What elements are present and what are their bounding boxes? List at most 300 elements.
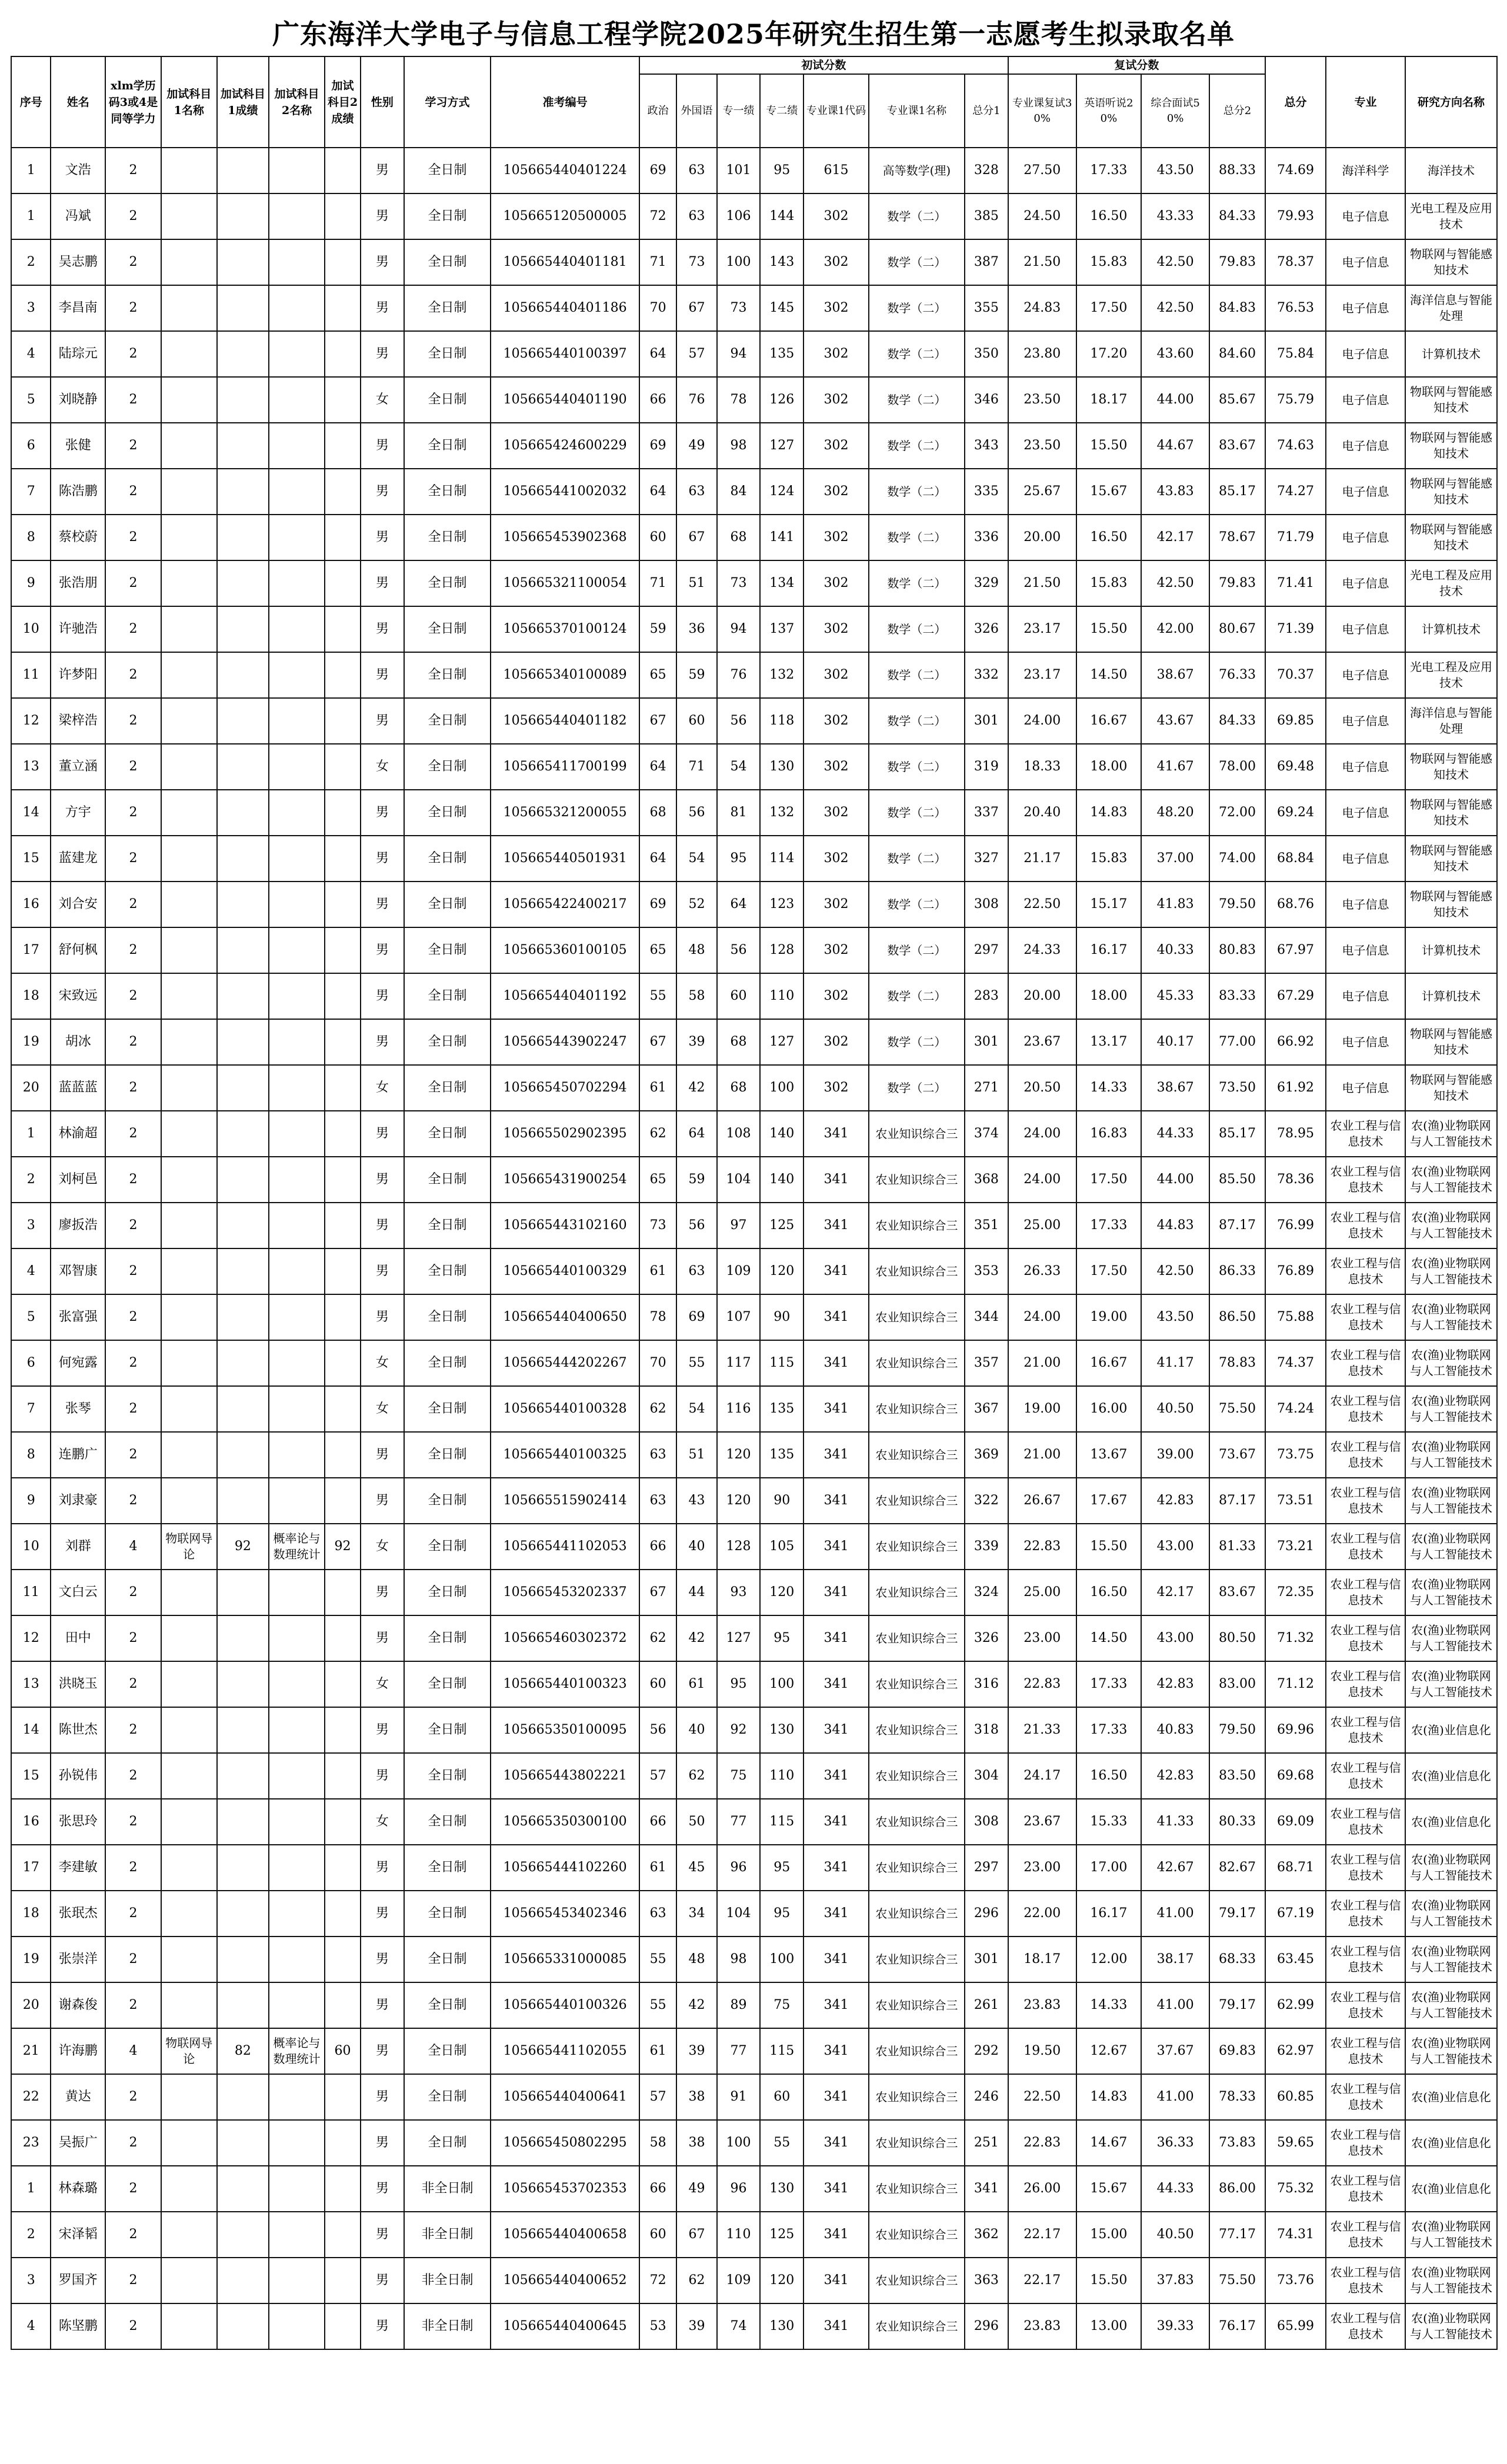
table-cell: 男 bbox=[361, 1982, 404, 2028]
table-cell: 男 bbox=[361, 331, 404, 377]
table-row bbox=[11, 2074, 1497, 2120]
table-cell bbox=[269, 606, 325, 652]
header-cell: 专业 bbox=[1326, 56, 1405, 148]
table-cell: 宋致远 bbox=[51, 973, 105, 1019]
table-cell: 刘隶豪 bbox=[51, 1478, 105, 1524]
table-cell bbox=[269, 2166, 325, 2212]
table-cell bbox=[217, 2074, 269, 2120]
table-cell bbox=[161, 1799, 217, 1845]
table-cell: 4 bbox=[105, 2028, 161, 2074]
table-cell: 10 bbox=[11, 1524, 51, 1570]
table-cell: 73 bbox=[717, 285, 761, 331]
table-cell: 302 bbox=[803, 882, 869, 927]
table-row bbox=[11, 606, 1497, 652]
table-cell: 41.00 bbox=[1141, 1891, 1209, 1937]
header-cell: 英语听说20% bbox=[1076, 74, 1142, 148]
table-cell: 69.83 bbox=[1209, 2028, 1265, 2074]
table-cell: 农(渔)业信息化 bbox=[1405, 1753, 1497, 1799]
table-cell: 3 bbox=[11, 2258, 51, 2303]
table-cell: 24.00 bbox=[1008, 1157, 1076, 1203]
table-cell: 66.92 bbox=[1265, 1019, 1326, 1065]
table-cell: 17 bbox=[11, 1845, 51, 1891]
table-cell: 男 bbox=[361, 1615, 404, 1661]
table-cell bbox=[325, 1340, 361, 1386]
table-cell: 2 bbox=[105, 1937, 161, 1982]
table-cell: 农(渔)业物联网与人工智能技术 bbox=[1405, 1248, 1497, 1294]
table-row bbox=[11, 193, 1497, 239]
table-cell: 297 bbox=[965, 927, 1008, 973]
table-cell bbox=[325, 1065, 361, 1111]
table-cell: 4 bbox=[11, 331, 51, 377]
table-cell: 335 bbox=[965, 469, 1008, 515]
table-cell: 农业工程与信息技术 bbox=[1326, 1524, 1405, 1570]
table-cell: 农业工程与信息技术 bbox=[1326, 1661, 1405, 1707]
table-cell: 100 bbox=[717, 239, 761, 285]
table-cell bbox=[269, 1937, 325, 1982]
table-cell: 88.33 bbox=[1209, 148, 1265, 193]
table-cell: 全日制 bbox=[404, 1524, 491, 1570]
table-cell: 100 bbox=[760, 1065, 803, 1111]
table-cell: 17 bbox=[11, 927, 51, 973]
table-cell: 17.33 bbox=[1076, 148, 1142, 193]
table-cell: 24.17 bbox=[1008, 1753, 1076, 1799]
header-cell: 准考编号 bbox=[491, 56, 639, 148]
table-cell: 42.67 bbox=[1141, 1845, 1209, 1891]
table-cell: 341 bbox=[803, 1753, 869, 1799]
table-cell: 农(渔)业物联网与人工智能技术 bbox=[1405, 1386, 1497, 1432]
table-cell: 78.00 bbox=[1209, 744, 1265, 790]
table-cell bbox=[217, 1019, 269, 1065]
table-cell: 全日制 bbox=[404, 882, 491, 927]
table-cell: 19.00 bbox=[1076, 1294, 1142, 1340]
table-cell: 140 bbox=[760, 1111, 803, 1157]
table-cell: 23.83 bbox=[1008, 1982, 1076, 2028]
table-cell: 135 bbox=[760, 1386, 803, 1432]
table-cell bbox=[217, 1294, 269, 1340]
table-cell: 79.50 bbox=[1209, 882, 1265, 927]
table-cell: 男 bbox=[361, 882, 404, 927]
table-cell: 刘合安 bbox=[51, 882, 105, 927]
table-cell: 42.50 bbox=[1141, 285, 1209, 331]
table-cell: 341 bbox=[965, 2166, 1008, 2212]
table-cell: 24.00 bbox=[1008, 698, 1076, 744]
table-cell: 57 bbox=[639, 2074, 676, 2120]
table-cell: 17.67 bbox=[1076, 1478, 1142, 1524]
table-cell: 蓝建龙 bbox=[51, 836, 105, 882]
table-cell: 34 bbox=[676, 1891, 716, 1937]
table-cell: 孙锐伟 bbox=[51, 1753, 105, 1799]
table-cell: 概率论与数理统计 bbox=[269, 2028, 325, 2074]
table-cell: 73.83 bbox=[1209, 2120, 1265, 2166]
table-cell: 61 bbox=[639, 1065, 676, 1111]
table-cell: 2 bbox=[105, 1478, 161, 1524]
table-row bbox=[11, 1203, 1497, 1248]
table-cell: 42.17 bbox=[1141, 515, 1209, 560]
table-cell: 2 bbox=[105, 469, 161, 515]
table-cell: 男 bbox=[361, 1294, 404, 1340]
table-cell: 53 bbox=[639, 2303, 676, 2349]
table-cell: 男 bbox=[361, 2166, 404, 2212]
table-cell: 71.39 bbox=[1265, 606, 1326, 652]
table-cell: 14.50 bbox=[1076, 652, 1142, 698]
table-cell: 男 bbox=[361, 1753, 404, 1799]
table-cell: 84.33 bbox=[1209, 698, 1265, 744]
table-cell: 男 bbox=[361, 2074, 404, 2120]
table-cell: 90 bbox=[760, 1478, 803, 1524]
table-cell: 45 bbox=[676, 1845, 716, 1891]
table-cell: 农业工程与信息技术 bbox=[1326, 1111, 1405, 1157]
table-cell: 105665515902414 bbox=[491, 1478, 639, 1524]
table-cell: 全日制 bbox=[404, 239, 491, 285]
table-cell: 24.00 bbox=[1008, 1294, 1076, 1340]
table-cell bbox=[269, 652, 325, 698]
table-cell: 74.00 bbox=[1209, 836, 1265, 882]
table-cell: 304 bbox=[965, 1753, 1008, 1799]
table-cell: 农业知识综合三 bbox=[869, 2120, 965, 2166]
table-cell bbox=[325, 560, 361, 606]
table-cell: 76.53 bbox=[1265, 285, 1326, 331]
table-cell: 全日制 bbox=[404, 2028, 491, 2074]
table-row bbox=[11, 1661, 1497, 1707]
table-cell: 326 bbox=[965, 606, 1008, 652]
table-cell: 67 bbox=[639, 1570, 676, 1615]
table-cell: 海洋信息与智能处理 bbox=[1405, 698, 1497, 744]
table-cell: 117 bbox=[717, 1340, 761, 1386]
table-cell: 农业工程与信息技术 bbox=[1326, 1891, 1405, 1937]
table-cell: 41.00 bbox=[1141, 1982, 1209, 2028]
table-cell bbox=[325, 1157, 361, 1203]
table-cell: 38 bbox=[676, 2074, 716, 2120]
table-cell: 302 bbox=[803, 744, 869, 790]
table-cell: 全日制 bbox=[404, 927, 491, 973]
table-cell bbox=[217, 2303, 269, 2349]
table-cell: 2 bbox=[105, 1065, 161, 1111]
table-cell bbox=[217, 2212, 269, 2258]
table-cell: 105665440100329 bbox=[491, 1248, 639, 1294]
table-cell: 男 bbox=[361, 652, 404, 698]
table-cell: 60 bbox=[676, 698, 716, 744]
table-cell bbox=[325, 193, 361, 239]
table-cell bbox=[325, 1386, 361, 1432]
table-cell: 341 bbox=[803, 2120, 869, 2166]
table-cell: 83.50 bbox=[1209, 1753, 1265, 1799]
table-cell: 341 bbox=[803, 1294, 869, 1340]
table-cell: 49 bbox=[676, 423, 716, 469]
table-cell: 农业工程与信息技术 bbox=[1326, 1294, 1405, 1340]
table-cell: 56 bbox=[676, 790, 716, 836]
table-cell: 田中 bbox=[51, 1615, 105, 1661]
table-cell: 65 bbox=[639, 927, 676, 973]
table-cell: 15.67 bbox=[1076, 469, 1142, 515]
table-cell: 12 bbox=[11, 1615, 51, 1661]
table-cell: 11 bbox=[11, 1570, 51, 1615]
table-cell: 农业工程与信息技术 bbox=[1326, 1937, 1405, 1982]
table-cell: 电子信息 bbox=[1326, 193, 1405, 239]
table-cell: 农业知识综合三 bbox=[869, 2303, 965, 2349]
table-cell: 数学（二） bbox=[869, 836, 965, 882]
table-cell: 农业工程与信息技术 bbox=[1326, 1157, 1405, 1203]
table-cell: 39.33 bbox=[1141, 2303, 1209, 2349]
table-cell bbox=[161, 1891, 217, 1937]
table-cell: 15.67 bbox=[1076, 2166, 1142, 2212]
table-cell: 125 bbox=[760, 1203, 803, 1248]
table-cell bbox=[325, 1845, 361, 1891]
table-cell: 71.79 bbox=[1265, 515, 1326, 560]
table-cell: 2 bbox=[105, 148, 161, 193]
table-cell: 69 bbox=[676, 1294, 716, 1340]
table-cell bbox=[325, 1248, 361, 1294]
table-cell: 数学（二） bbox=[869, 515, 965, 560]
table-cell: 105665331000085 bbox=[491, 1937, 639, 1982]
table-cell: 电子信息 bbox=[1326, 744, 1405, 790]
table-cell: 农业知识综合三 bbox=[869, 1753, 965, 1799]
table-cell: 44.83 bbox=[1141, 1203, 1209, 1248]
table-cell: 电子信息 bbox=[1326, 285, 1405, 331]
table-cell bbox=[325, 469, 361, 515]
header-cell: 专二绩 bbox=[760, 74, 803, 148]
table-cell: 75.88 bbox=[1265, 1294, 1326, 1340]
table-cell: 65.99 bbox=[1265, 2303, 1326, 2349]
table-cell: 74.24 bbox=[1265, 1386, 1326, 1432]
table-cell: 15.83 bbox=[1076, 836, 1142, 882]
table-cell: 21.17 bbox=[1008, 836, 1076, 882]
table-cell: 全日制 bbox=[404, 836, 491, 882]
table-cell: 60 bbox=[639, 2212, 676, 2258]
table-cell: 68 bbox=[717, 1019, 761, 1065]
table-cell: 71 bbox=[639, 560, 676, 606]
table-cell: 341 bbox=[803, 1615, 869, 1661]
table-cell: 数学（二） bbox=[869, 423, 965, 469]
table-cell: 68.33 bbox=[1209, 1937, 1265, 1982]
table-cell bbox=[161, 2166, 217, 2212]
table-cell bbox=[217, 698, 269, 744]
table-cell bbox=[269, 2258, 325, 2303]
table-cell: 70.37 bbox=[1265, 652, 1326, 698]
table-cell: 男 bbox=[361, 1570, 404, 1615]
table-cell bbox=[269, 285, 325, 331]
table-cell: 15.33 bbox=[1076, 1799, 1142, 1845]
table-cell: 全日制 bbox=[404, 1340, 491, 1386]
table-cell: 105665450802295 bbox=[491, 2120, 639, 2166]
table-cell: 115 bbox=[760, 2028, 803, 2074]
table-cell: 297 bbox=[965, 1845, 1008, 1891]
table-cell: 农(渔)业物联网与人工智能技术 bbox=[1405, 1340, 1497, 1386]
table-cell bbox=[217, 1203, 269, 1248]
table-cell bbox=[325, 790, 361, 836]
table-cell: 23.17 bbox=[1008, 606, 1076, 652]
table-cell bbox=[217, 1753, 269, 1799]
table-cell: 341 bbox=[803, 1524, 869, 1570]
table-cell bbox=[325, 744, 361, 790]
table-cell bbox=[161, 1386, 217, 1432]
table-cell bbox=[161, 606, 217, 652]
table-row bbox=[11, 652, 1497, 698]
header-cell: 加试科目2名称 bbox=[269, 56, 325, 148]
table-cell: 39 bbox=[676, 2303, 716, 2349]
table-row bbox=[11, 2028, 1497, 2074]
header-cell: 综合面试50% bbox=[1141, 74, 1209, 148]
table-cell: 60 bbox=[325, 2028, 361, 2074]
table-cell: 56 bbox=[676, 1203, 716, 1248]
table-cell: 物联网与智能感知技术 bbox=[1405, 836, 1497, 882]
table-cell: 341 bbox=[803, 1661, 869, 1707]
table-cell: 302 bbox=[803, 239, 869, 285]
table-cell bbox=[161, 836, 217, 882]
table-row bbox=[11, 927, 1497, 973]
table-cell: 105665453402346 bbox=[491, 1891, 639, 1937]
table-cell: 男 bbox=[361, 1707, 404, 1753]
table-cell: 24.50 bbox=[1008, 193, 1076, 239]
table-cell: 67.29 bbox=[1265, 973, 1326, 1019]
table-cell bbox=[161, 1982, 217, 2028]
table-cell: 22.50 bbox=[1008, 882, 1076, 927]
table-cell: 68.71 bbox=[1265, 1845, 1326, 1891]
table-cell: 农(渔)业物联网与人工智能技术 bbox=[1405, 1432, 1497, 1478]
table-cell: 男 bbox=[361, 1248, 404, 1294]
table-cell: 2 bbox=[105, 2212, 161, 2258]
table-cell: 66 bbox=[639, 1799, 676, 1845]
table-cell: 363 bbox=[965, 2258, 1008, 2303]
table-cell bbox=[325, 239, 361, 285]
table-cell: 17.50 bbox=[1076, 285, 1142, 331]
table-cell: 59 bbox=[676, 1157, 716, 1203]
table-cell: 农业知识综合三 bbox=[869, 1524, 965, 1570]
table-cell: 2 bbox=[105, 1248, 161, 1294]
table-cell: 全日制 bbox=[404, 1248, 491, 1294]
table-cell: 全日制 bbox=[404, 560, 491, 606]
table-cell: 316 bbox=[965, 1661, 1008, 1707]
table-cell: 16.67 bbox=[1076, 1340, 1142, 1386]
table-cell: 44.00 bbox=[1141, 377, 1209, 423]
table-cell: 物联网导论 bbox=[161, 2028, 217, 2074]
table-cell: 55 bbox=[639, 1982, 676, 2028]
table-cell: 24.00 bbox=[1008, 1111, 1076, 1157]
table-cell: 18 bbox=[11, 1891, 51, 1937]
table-cell: 79.50 bbox=[1209, 1707, 1265, 1753]
table-cell: 341 bbox=[803, 2166, 869, 2212]
table-cell: 319 bbox=[965, 744, 1008, 790]
table-cell: 农(渔)业物联网与人工智能技术 bbox=[1405, 2258, 1497, 2303]
table-cell: 302 bbox=[803, 515, 869, 560]
table-cell: 116 bbox=[717, 1386, 761, 1432]
table-cell: 男 bbox=[361, 927, 404, 973]
table-cell: 25.00 bbox=[1008, 1570, 1076, 1615]
table-cell bbox=[269, 1157, 325, 1203]
table-cell: 105665441002032 bbox=[491, 469, 639, 515]
table-cell: 21.00 bbox=[1008, 1340, 1076, 1386]
table-cell: 14.67 bbox=[1076, 2120, 1142, 2166]
table-cell bbox=[269, 1891, 325, 1937]
table-cell: 农(渔)业物联网与人工智能技术 bbox=[1405, 1111, 1497, 1157]
table-row bbox=[11, 1157, 1497, 1203]
table-cell bbox=[161, 698, 217, 744]
table-cell: 女 bbox=[361, 1799, 404, 1845]
table-row bbox=[11, 1386, 1497, 1432]
table-cell: 文浩 bbox=[51, 148, 105, 193]
table-cell: 24.83 bbox=[1008, 285, 1076, 331]
table-cell: 105665440100397 bbox=[491, 331, 639, 377]
table-cell: 65 bbox=[639, 1157, 676, 1203]
table-cell: 全日制 bbox=[404, 1111, 491, 1157]
table-cell bbox=[217, 560, 269, 606]
table-cell bbox=[269, 560, 325, 606]
table-cell: 2 bbox=[105, 1891, 161, 1937]
table-cell: 8 bbox=[11, 515, 51, 560]
table-cell: 12.00 bbox=[1076, 1937, 1142, 1982]
table-row bbox=[11, 698, 1497, 744]
table-cell: 张崇洋 bbox=[51, 1937, 105, 1982]
table-cell: 农业知识综合三 bbox=[869, 1615, 965, 1661]
table-cell bbox=[217, 239, 269, 285]
table-cell bbox=[269, 1432, 325, 1478]
table-cell: 洪晓玉 bbox=[51, 1661, 105, 1707]
table-cell bbox=[325, 1294, 361, 1340]
table-cell: 105665440100325 bbox=[491, 1432, 639, 1478]
table-cell bbox=[161, 1294, 217, 1340]
table-cell bbox=[217, 2166, 269, 2212]
table-cell bbox=[161, 1753, 217, 1799]
table-cell: 105665411700199 bbox=[491, 744, 639, 790]
table-cell: 男 bbox=[361, 1432, 404, 1478]
table-cell: 2 bbox=[105, 193, 161, 239]
table-cell: 105665431900254 bbox=[491, 1157, 639, 1203]
header-cell: xlm学历码3或4是同等学力 bbox=[105, 56, 161, 148]
table-cell: 105665440100323 bbox=[491, 1661, 639, 1707]
table-cell: 67.97 bbox=[1265, 927, 1326, 973]
table-cell bbox=[325, 2212, 361, 2258]
table-cell: 全日制 bbox=[404, 148, 491, 193]
table-cell: 15.83 bbox=[1076, 560, 1142, 606]
table-cell bbox=[269, 1340, 325, 1386]
table-cell: 物联网与智能感知技术 bbox=[1405, 423, 1497, 469]
table-cell: 1 bbox=[11, 1111, 51, 1157]
table-cell: 64 bbox=[639, 331, 676, 377]
table-cell: 38.17 bbox=[1141, 1937, 1209, 1982]
table-cell: 79.83 bbox=[1209, 560, 1265, 606]
table-cell bbox=[269, 882, 325, 927]
table-cell: 农(渔)业物联网与人工智能技术 bbox=[1405, 2303, 1497, 2349]
header-cell: 外国语 bbox=[676, 74, 716, 148]
table-row bbox=[11, 836, 1497, 882]
table-cell: 77.17 bbox=[1209, 2212, 1265, 2258]
table-cell: 341 bbox=[803, 1570, 869, 1615]
table-cell: 95 bbox=[717, 1661, 761, 1707]
table-cell: 71.32 bbox=[1265, 1615, 1326, 1661]
table-cell: 16.17 bbox=[1076, 1891, 1142, 1937]
table-cell: 22.83 bbox=[1008, 2120, 1076, 2166]
table-cell: 341 bbox=[803, 1386, 869, 1432]
table-cell: 105665321100054 bbox=[491, 560, 639, 606]
table-cell bbox=[325, 2120, 361, 2166]
table-cell: 130 bbox=[760, 2303, 803, 2349]
table-cell: 物联网与智能感知技术 bbox=[1405, 790, 1497, 836]
table-cell: 60 bbox=[717, 973, 761, 1019]
table-cell: 电子信息 bbox=[1326, 882, 1405, 927]
table-cell: 41.00 bbox=[1141, 2074, 1209, 2120]
table-cell: 农业工程与信息技术 bbox=[1326, 2212, 1405, 2258]
table-cell: 95 bbox=[760, 148, 803, 193]
table-cell: 94 bbox=[717, 606, 761, 652]
table-cell: 陆琮元 bbox=[51, 331, 105, 377]
table-cell: 64 bbox=[639, 744, 676, 790]
table-cell: 74.63 bbox=[1265, 423, 1326, 469]
table-cell bbox=[325, 1753, 361, 1799]
table-cell: 73.51 bbox=[1265, 1478, 1326, 1524]
table-row bbox=[11, 1570, 1497, 1615]
table-cell: 全日制 bbox=[404, 2120, 491, 2166]
table-cell: 全日制 bbox=[404, 1707, 491, 1753]
table-cell: 数学（二） bbox=[869, 698, 965, 744]
